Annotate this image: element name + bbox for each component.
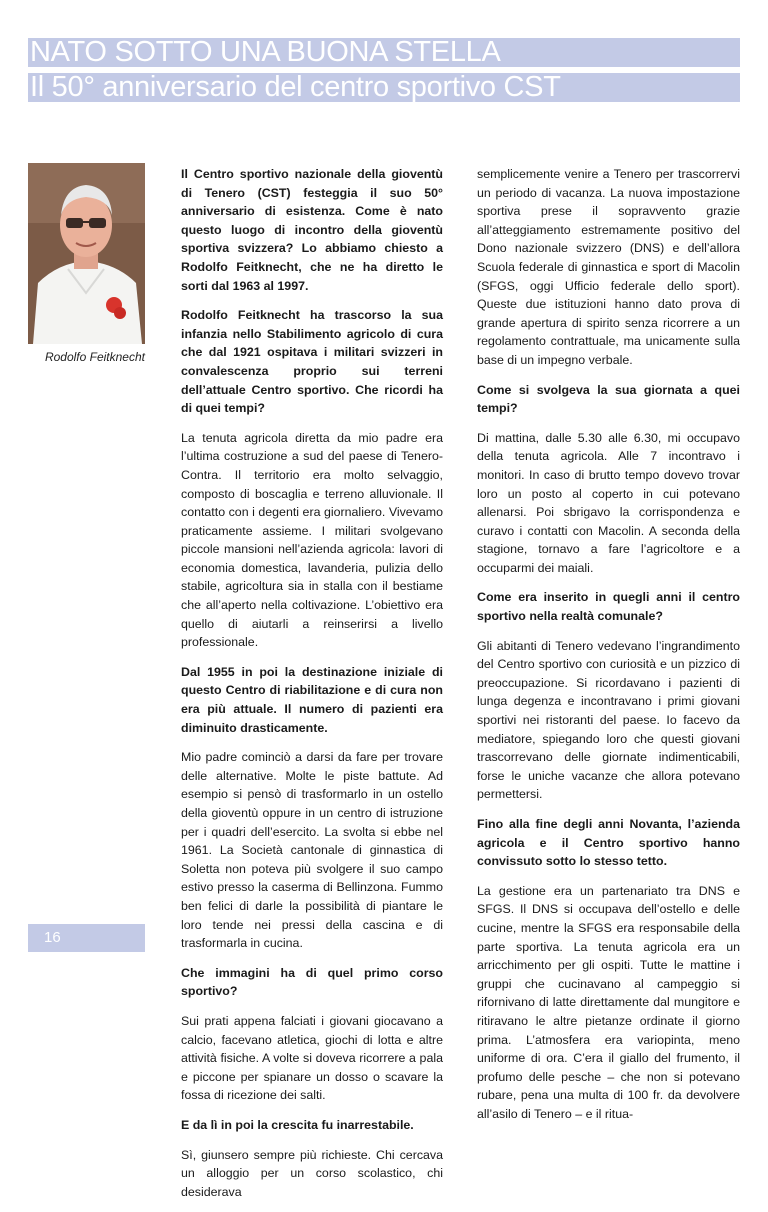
column-left bbox=[181, 165, 443, 1212]
portrait-photo bbox=[28, 163, 145, 344]
answer-7: La gestione era un partenariato tra DNS e SFGS. Il DNS si occupava dell’ostello e delle cucine, mentre la SFGS era responsabile della parte sportiva. La tenuta agricola era un arricchimento per gli ospiti. Tutte le mattine i gruppi che cucinavano al campeggio si rifornivano di latte direttamente dal mungitore e ritiravano le altre pietanze ordinate il giorno prima. L’atmosfera era variopinta, meno uniforme di ora. C’era il giallo del frumento, il profumo delle pesche – che non si potevano rubare, pena una multa di 100 fr. da devolvere all’asilo di Tenero – e il ritua- bbox=[477, 883, 740, 1121]
question-1 bbox=[181, 306, 443, 418]
headline: NATO SOTTO UNA BUONA STELLA bbox=[28, 38, 740, 67]
question-1-text: ha trascorso la sua infanzia nello Stabilimento agricolo di cura che dal 1921 ospitava i militari svizzeri in convalescenza proprio sui terreni dell’attuale Centro sportivo. Che ricordi ha di quei tempi? bbox=[181, 308, 444, 416]
page-number: 16 bbox=[44, 929, 61, 946]
interviewee-name: Rodolfo Feitknecht bbox=[181, 308, 300, 323]
answer-3: Sui prati appena falciati i giovani giocavano a calcio, facevano atletica, giochi di lotta e altre attività fisiche. A volte si doveva ricorrere a pala e piccone per spianare un dosso o scavare la fossa di ricezione dei salti. bbox=[181, 1013, 443, 1103]
question-7: Fino alla fine degli anni Novanta, l’azienda agricola e il Centro sportivo hanno convissuto sotto lo stesso tetto. bbox=[477, 817, 740, 869]
subheadline: Il 50° anniversario del centro sportivo CST bbox=[28, 73, 740, 102]
question-2: Dal 1955 in poi la destinazione iniziale di questo Centro di riabilitazione e di cura non era più attuale. Il numero di pazienti era diminuito drasticamente. bbox=[181, 664, 443, 735]
answer-6: Gli abitanti di Tenero vedevano l’ingrandimento del Centro sportivo con curiosità e un pizzico di preoccupazione. Si ricordavano i pazienti di lunga degenza e incontravano i primi giovani sportivi nei ristoranti del paese. Io facevo da mediatore, spiegando loro che questi giovani trascorrevano delle giornate indimenticabili, forse le uniche vacanze che allora potevano permettersi. bbox=[477, 638, 740, 802]
question-5: Come si svolgeva la sua giornata a quei tempi? bbox=[477, 382, 740, 416]
intro-paragraph: Il Centro sportivo nazionale della gioventù di Tenero (CST) festeggia il suo 50° anniversario di esistenza. Come è nato questo luogo di incontro della gioventù sportiva svizzera? Lo abbiamo chiesto a Rodolfo Feitknecht, che ne ha diretto le sorti dal 1963 al 1997. bbox=[181, 167, 443, 293]
question-6: Come era inserito in quegli anni il centro sportivo nella realtà comunale? bbox=[477, 590, 740, 624]
photo-caption: Rodolfo Feitknecht bbox=[44, 350, 145, 364]
column-right bbox=[477, 165, 740, 1135]
answer-4-continued: semplicemente venire a Tenero per trascorrervi un periodo di vacanza. La nuova impostazione sportiva prese il sopravvento grazie all’atteggiamento estremamente positivo del Dono nazionale svizzero (DNS) e dell’allora Scuola federale di ginnastica e sport di Macolin (SFGS, oggi Ufficio federale dello sport). Queste due istituzioni hanno dato prova di grande apertura di spirito senza ricorrere a un regolamento contrattuale, ma unicamente sulla base di un impegno verbale. bbox=[477, 167, 740, 367]
answer-5: Di mattina, dalle 5.30 alle 6.30, mi occupavo della tenuta agricola. Alle 7 incontravo i monitori. In caso di brutto tempo dovevo trovar loro un posto al coperto in cui potevano allenarsi. Poi sbrigavo la corrispondenza e curavo i contatti con Macolin. A seconda della stagione, tornavo a fare l’agricoltore e a occuparmi dei maiali. bbox=[477, 430, 740, 575]
answer-2: Mio padre cominciò a darsi da fare per trovare delle alternative. Molte le piste battute. Ad esempio si pensò di trasformarlo in un ostello della gioventù oppure in un centro di istruzione per i quadri dell’esercito. La svolta si ebbe nel 1961. La Società cantonale di ginnastica di Soletta non poteva più svolgere il suo campo estivo presso la caserma di Bellinzona. Fummo ben felici di darle la possibilità di piantare le loro tende nei pressi della cascina e di trasformarla in cucina. bbox=[181, 750, 443, 951]
question-3: Che immagini ha di quel primo corso sportivo? bbox=[181, 965, 443, 999]
answer-1: La tenuta agricola diretta da mio padre era l’ultima costruzione a sud del paese di Tenero-Contra. Il territorio era molto selvaggio, composto di boscaglia e terreno alluvionale. Il contatto con i degenti era giornaliero. Vivevamo praticamente assieme. I militari svolgevano piccole mansioni nell’azienda agricola: lavori di economia domestica, lavanderia, pulizia dello stabile, agricoltura sia in stalla con il bestiame che all’aperto nella coltivazione. L’obiettivo era quello di aiutarli a reinserirsi a livello professionale. bbox=[181, 430, 443, 650]
question-4: E da lì in poi la crescita fu inarrestabile. bbox=[181, 1117, 414, 1132]
answer-4: Sì, giunsero sempre più richieste. Chi cercava un alloggio per un corso scolastico, chi desiderava bbox=[181, 1147, 443, 1199]
